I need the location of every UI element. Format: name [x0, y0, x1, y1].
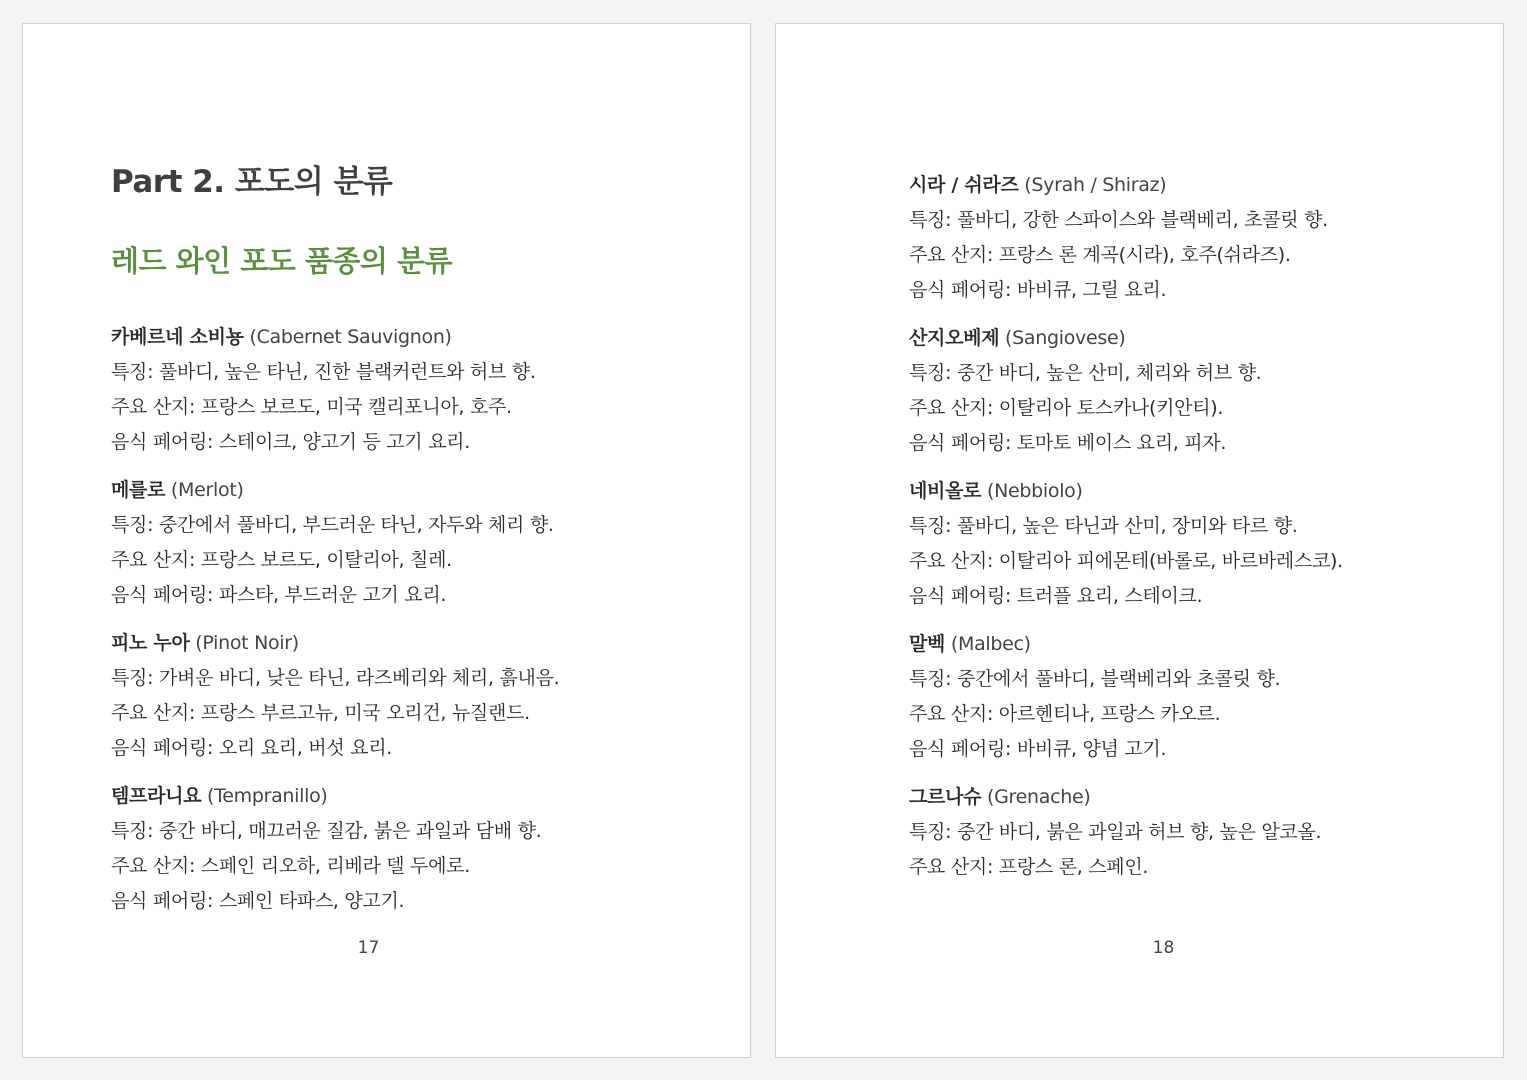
- page-number: 18: [1152, 938, 1175, 958]
- grape-heading: [111, 783, 711, 809]
- grape-region: 주요 산지: 프랑스 론 계곡(시라), 호주(쉬라즈).: [909, 244, 1291, 266]
- grape-entry-pinot-noir: [111, 630, 711, 761]
- page-number: 17: [357, 938, 380, 958]
- grape-heading: [909, 478, 1509, 504]
- grape-feature: 특징: 중간에서 풀바디, 블랙베리와 초콜릿 향.: [909, 668, 1281, 690]
- grape-name-en: (Sangiovese): [1005, 327, 1126, 349]
- grape-heading: [909, 784, 1509, 810]
- grape-feature: 특징: 중간에서 풀바디, 부드러운 타닌, 자두와 체리 향.: [111, 514, 554, 536]
- part-title: Part 2. 포도의 분류: [111, 164, 393, 200]
- grape-region: 주요 산지: 이탈리아 피에몬테(바롤로, 바르바레스코).: [909, 550, 1343, 572]
- grape-region: 주요 산지: 이탈리아 토스카나(키안티).: [909, 397, 1224, 419]
- grape-entry-merlot: [111, 477, 711, 608]
- grape-feature: 특징: 중간 바디, 높은 산미, 체리와 허브 향.: [909, 362, 1262, 384]
- grape-name-ko: 카베르네 소비뇽: [111, 326, 244, 348]
- grape-entry-malbec: [909, 631, 1509, 762]
- grape-region: 주요 산지: 스페인 리오하, 리베라 델 두에로.: [111, 855, 470, 877]
- grape-name-en: (Pinot Noir): [195, 632, 299, 654]
- grape-heading: [111, 477, 711, 503]
- grape-name-ko: 메를로: [111, 479, 166, 501]
- grape-list-right: [909, 172, 1509, 902]
- grape-heading: [111, 630, 711, 656]
- grape-feature: 특징: 중간 바디, 붉은 과일과 허브 향, 높은 알코올.: [909, 821, 1322, 843]
- grape-pairing: 음식 페어링: 트러플 요리, 스테이크.: [909, 585, 1203, 607]
- grape-pairing: 음식 페어링: 토마토 베이스 요리, 피자.: [909, 432, 1227, 454]
- grape-region: 주요 산지: 프랑스 보르도, 미국 캘리포니아, 호주.: [111, 396, 512, 418]
- grape-entry-syrah-shiraz: [909, 172, 1509, 303]
- grape-name-en: (Tempranillo): [207, 785, 328, 807]
- grape-name-en: (Grenache): [986, 786, 1091, 808]
- grape-heading: [909, 172, 1509, 198]
- grape-pairing: 음식 페어링: 스페인 타파스, 양고기.: [111, 890, 405, 912]
- grape-region: 주요 산지: 프랑스 부르고뉴, 미국 오리건, 뉴질랜드.: [111, 702, 530, 724]
- grape-pairing: 음식 페어링: 파스타, 부드러운 고기 요리.: [111, 584, 447, 606]
- grape-region: 주요 산지: 프랑스 론, 스페인.: [909, 856, 1149, 878]
- grape-feature: 특징: 풀바디, 강한 스파이스와 블랙베리, 초콜릿 향.: [909, 209, 1328, 231]
- grape-name-ko: 시라 / 쉬라즈: [909, 174, 1019, 196]
- grape-name-ko: 피노 누아: [111, 632, 190, 654]
- grape-entry-grenache: [909, 784, 1509, 880]
- document-page-18: [775, 23, 1504, 1058]
- grape-heading: [909, 325, 1509, 351]
- section-title: 레드 와인 포도 품종의 분류: [111, 244, 453, 278]
- document-page-17: [22, 23, 751, 1058]
- grape-heading: [909, 631, 1509, 657]
- grape-entry-tempranillo: [111, 783, 711, 914]
- grape-name-ko: 말벡: [909, 633, 946, 655]
- grape-pairing: 음식 페어링: 바비큐, 양념 고기.: [909, 738, 1167, 760]
- grape-name-ko: 템프라니요: [111, 785, 202, 807]
- grape-entry-cabernet-sauvignon: [111, 324, 711, 455]
- grape-pairing: 음식 페어링: 오리 요리, 버섯 요리.: [111, 737, 392, 759]
- grape-name-ko: 산지오베제: [909, 327, 1000, 349]
- grape-pairing: 음식 페어링: 스테이크, 양고기 등 고기 요리.: [111, 431, 470, 453]
- grape-name-en: (Syrah / Shiraz): [1024, 174, 1167, 196]
- grape-name-en: (Malbec): [950, 633, 1031, 655]
- grape-name-ko: 네비올로: [909, 480, 982, 502]
- grape-name-en: (Nebbiolo): [986, 480, 1083, 502]
- grape-entry-nebbiolo: [909, 478, 1509, 609]
- grape-region: 주요 산지: 프랑스 보르도, 이탈리아, 칠레.: [111, 549, 452, 571]
- grape-pairing: 음식 페어링: 바비큐, 그릴 요리.: [909, 279, 1167, 301]
- grape-feature: 특징: 풀바디, 높은 타닌, 진한 블랙커런트와 허브 향.: [111, 361, 536, 383]
- grape-name-en: (Merlot): [170, 479, 244, 501]
- grape-feature: 특징: 중간 바디, 매끄러운 질감, 붉은 과일과 담배 향.: [111, 820, 542, 842]
- grape-name-ko: 그르나슈: [909, 786, 982, 808]
- grape-name-en: (Cabernet Sauvignon): [249, 326, 452, 348]
- grape-feature: 특징: 가벼운 바디, 낮은 타닌, 라즈베리와 체리, 흙내음.: [111, 667, 560, 689]
- grape-list-left: [111, 324, 711, 936]
- grape-region: 주요 산지: 아르헨티나, 프랑스 카오르.: [909, 703, 1221, 725]
- grape-entry-sangiovese: [909, 325, 1509, 456]
- grape-feature: 특징: 풀바디, 높은 타닌과 산미, 장미와 타르 향.: [909, 515, 1298, 537]
- grape-heading: [111, 324, 711, 350]
